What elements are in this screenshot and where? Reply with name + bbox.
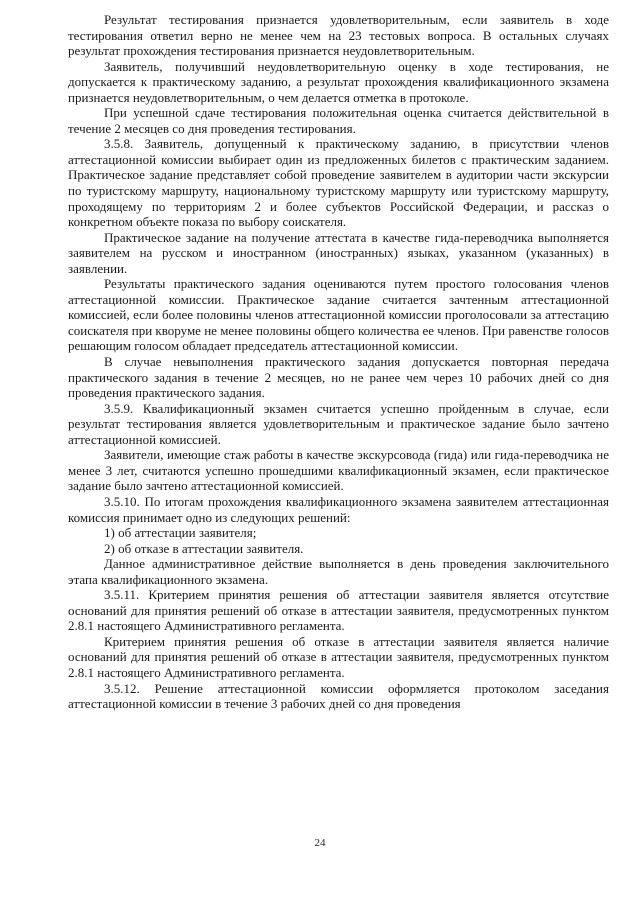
paragraph-3-5-9: 3.5.9. Квалификационный экзамен считается успешно пройденным в случае, если результат тестирования является удовлетворительным и практическое задание было зачтено аттестационной комиссией. — [68, 400, 609, 447]
paragraph-validity: При успешной сдаче тестирования положительная оценка считается действительной в течение 2 месяцев со дня проведения тестирования. — [68, 105, 609, 136]
paragraph-3-5-12: 3.5.12. Решение аттестационной комиссии оформляется протоколом заседания аттестационной комиссии в течение 3 рабочих дней со дня проведения — [68, 680, 609, 712]
paragraph-admin-action: Данное административное действие выполняется в день проведения заключительного этапа квалификационного экзамена. — [68, 556, 609, 587]
document-body — [68, 12, 609, 712]
paragraph-experience: Заявители, имеющие стаж работы в качестве экскурсовода (гида) или гида-переводчика не менее 3 лет, считаются успешно прошедшими квалификационный экзамен, если практическое задание было зачтено аттестационной комиссией. — [68, 447, 609, 494]
paragraph-unsatisfactory: Заявитель, получивший неудовлетворительную оценку в ходе тестирования, не допускается к практическому заданию, а результат прохождения квалификационного экзамена признается неудовлетворительным, о чем делается отметка в протоколе. — [68, 58, 609, 105]
paragraph-guide-interpreter: Практическое задание на получение аттестата в качестве гида-переводчика выполняется заявителем на русском и иностранном (иностранных) языках, указанном (указанных) в заявлении. — [68, 229, 609, 276]
paragraph-retake: В случае невыполнения практического задания допускается повторная передача практического задания в течение 2 месяцев, но не ранее чем через 10 рабочих дней со дня проведения практического задания. — [68, 354, 609, 401]
paragraph-3-5-8: 3.5.8. Заявитель, допущенный к практическому заданию, в присутствии членов аттестационной комиссии выбирает один из предложенных билетов с практическим заданием. Практическое задание представляет собой проведение заявителем в аудитории части экскурсии по туристскому маршруту, национальному туристскому маршруту или туристскому маршруту, проходящему по территориям 2 и более субъектов Российской Федерации, и рассказ о конкретном объекте показа по выбору соискателя. — [68, 136, 609, 230]
list-item-refusal: 2) об отказе в аттестации заявителя. — [104, 540, 304, 556]
paragraph-3-5-10: 3.5.10. По итогам прохождения квалификационного экзамена заявителем аттестационная комиссия принимает одно из следующих решений: — [68, 493, 609, 525]
list-item-attestation: 1) об аттестации заявителя; — [104, 525, 257, 541]
paragraph-refusal-criterion: Критерием принятия решения об отказе в аттестации заявителя является наличие оснований для принятия решений об отказе в аттестации заявителя, предусмотренных пунктом 2.8.1 настоящего Административного регламента. — [68, 633, 609, 680]
paragraph-3-5-11: 3.5.11. Критерием принятия решения об аттестации заявителя является отсутствие оснований для принятия решений об отказе в аттестации заявителя, предусмотренных пунктом 2.8.1 настоящего Административного регламента. — [68, 587, 609, 634]
paragraph-voting: Результаты практического задания оцениваются путем простого голосования членов аттестационной комиссии. Практическое задание считается зачтенным аттестационной комиссией, если более половины членов аттестационной комиссии проголосовали за аттестацию соискателя при кворуме не менее половины общего количества ее членов. При равенстве голосов решающим голосом обладает председатель аттестационной комиссии. — [68, 276, 609, 354]
paragraph-test-result: Результат тестирования признается удовлетворительным, если заявитель в ходе тестирования ответил верно не менее чем на 23 тестовых вопроса. В остальных случаях результат прохождения тестирования признается неудовлетворительным. — [68, 12, 609, 59]
page-number: 24 — [314, 837, 326, 849]
